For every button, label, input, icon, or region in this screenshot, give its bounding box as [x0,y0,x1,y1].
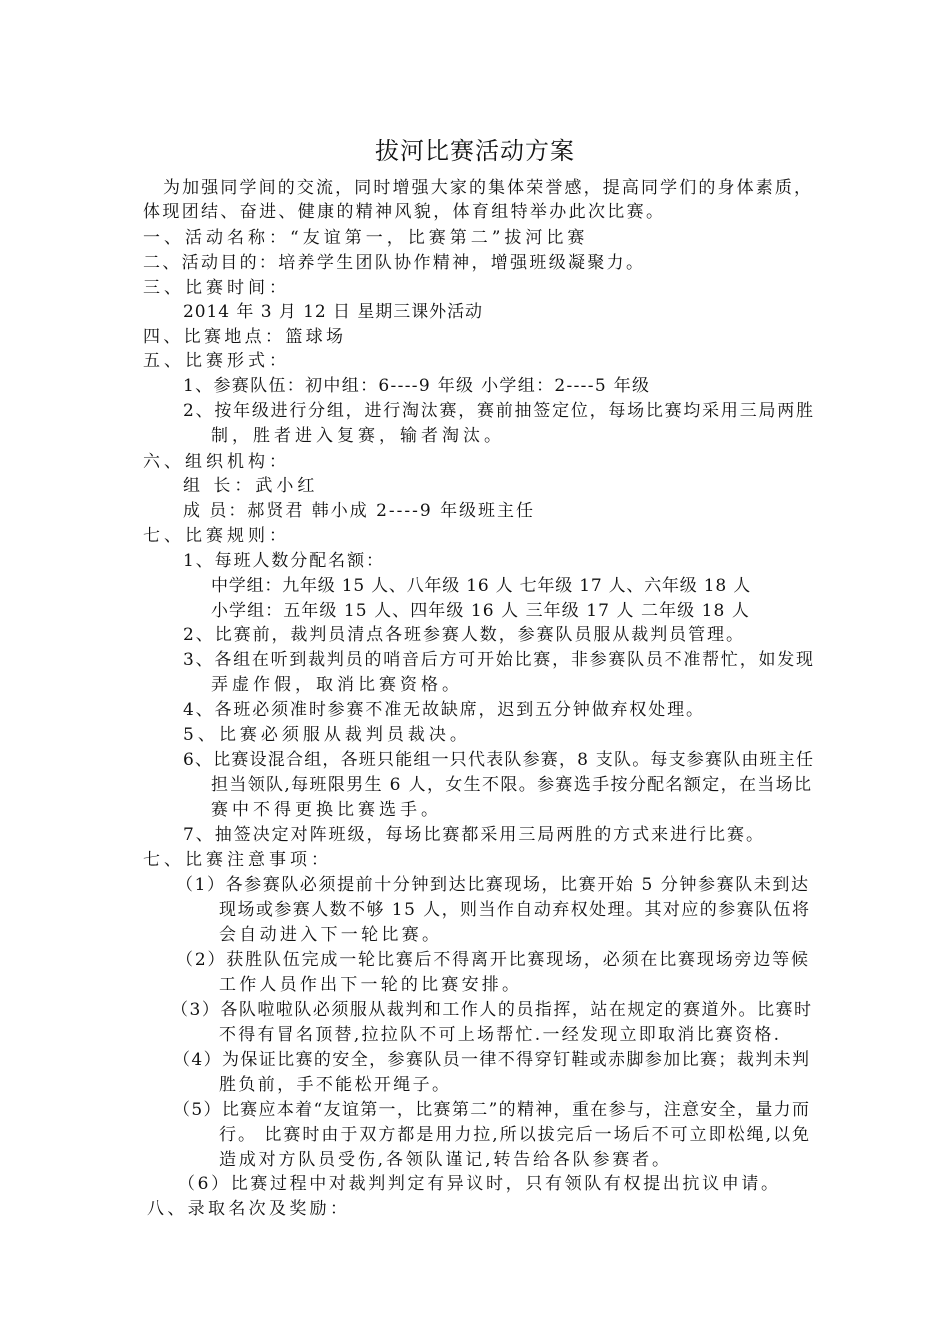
rule-3-line-1: 3、各组在听到裁判员的哨音后方可开始比赛，非参赛队员不准帮忙，如发现 [183,650,815,670]
note-5-line-2: 行。 比赛时由于双方都是用力拉,所以拔完后一场后不可立即松绳,以免 [219,1125,811,1145]
paragraph-intro-line-1: 为加强同学间的交流，同时增强大家的集体荣誉感，提高同学们的身体素质， [163,178,814,198]
note-4-line-1: （4）为保证比赛的安全，参赛队员一律不得穿钉鞋或赤脚参加比赛；裁判未判 [173,1050,811,1070]
organization-leader: 组 长：武小红 [183,476,319,496]
note-4-line-2: 胜负前，手不能松开绳子。 [219,1075,452,1095]
rule-6-line-3: 赛中不得更换比赛选手。 [211,800,442,820]
rule-4: 4、各班必须准时参赛不准无故缺席，迟到五分钟做弃权处理。 [183,700,705,720]
organization-members: 成 员：郝贤君 韩小成 2----9 年级班主任 [183,501,536,521]
note-1-line-2: 现场或参赛人数不够 15 人，则当作自动弃权处理。其对应的参赛队伍将 [219,900,811,920]
section-8-awards-heading: 八、录取名次及奖励： [147,1199,351,1219]
section-6-organization-heading: 六、组织机构： [143,452,290,472]
rule-3-line-2: 弄虚作假，取消比赛资格。 [211,675,463,695]
section-1-activity-name: 一、活动名称：“友谊第一，比赛第二”拔河比赛 [143,228,589,248]
section-7-rules-heading: 七、比赛规则： [143,526,290,546]
section-5-format-heading: 五、比赛形式： [143,351,290,371]
note-6: （6）比赛过程中对裁判判定有异议时，只有领队有权提出抗议申请。 [178,1174,781,1194]
paragraph-intro-line-2: 体现团结、奋进、健康的精神风貌，体育组特举办此次比赛。 [143,202,666,222]
note-1-line-1: （1）各参赛队必须提前十分钟到达比赛现场，比赛开始 5 分钟参赛队未到达 [176,875,810,895]
rule-1-heading: 1、每班人数分配名额： [183,551,385,571]
note-5-line-1: （5）比赛应本着“友谊第一，比赛第二”的精神，重在参与，注意安全，量力而 [173,1100,811,1120]
section-4-location: 四、比赛地点：篮球场 [143,327,347,347]
note-3-line-2: 不得有冒名顶替,拉拉队不可上场帮忙.一经发现立即取消比赛资格. [219,1025,782,1045]
section-2-activity-purpose: 二、活动目的：培养学生团队协作精神，增强班级凝聚力。 [143,253,646,273]
note-5-line-3: 造成对方队员受伤,各领队谨记,转告给各队参赛者。 [219,1150,672,1170]
rule-1-middle-school-quota: 中学组：九年级 15 人、八年级 16 人 七年级 17 人、六年级 18 人 [211,576,751,596]
format-item-2-line-2: 制，胜者进入复赛，输者淘汰。 [211,426,505,446]
section-3-time-value: 2014 年 3 月 12 日 星期三课外活动 [183,302,483,322]
format-item-1: 1、参赛队伍：初中组：6----9 年级 小学组：2----5 年级 [183,376,651,396]
rule-6-line-2: 担当领队,每班限男生 6 人，女生不限。参赛选手按分配名额定，在当场比 [211,775,813,795]
section-3-time-heading: 三、比赛时间： [143,278,290,298]
rule-1-primary-school-quota: 小学组：五年级 15 人、四年级 16 人 三年级 17 人 二年级 18 人 [211,601,750,621]
note-2-line-1: （2）获胜队伍完成一轮比赛后不得离开比赛现场，必须在比赛现场旁边等候 [176,950,810,970]
note-2-line-2: 工作人员作出下一轮的比赛安排。 [219,975,523,995]
format-item-2-line-1: 2、按年级进行分组，进行淘汰赛，赛前抽签定位，每场比赛均采用三局两胜 [183,401,815,421]
document-title: 拔河比赛活动方案 [375,137,575,165]
rule-2: 2、比赛前，裁判员清点各班参赛人数，参赛队员服从裁判员管理。 [183,625,745,645]
note-3-line-1: （3）各队啦啦队必须服从裁判和工作人的员指挥，站在规定的赛道外。比赛时 [171,1000,813,1020]
rule-5: 5、比赛必须服从裁判员裁决。 [183,725,471,745]
note-1-line-3: 会自动进入下一轮比赛。 [219,925,443,945]
section-7-notes-heading: 七、比赛注意事项： [143,850,332,870]
rule-7: 7、抽签决定对阵班级，每场比赛都采用三局两胜的方式来进行比赛。 [183,825,765,845]
rule-6-line-1: 6、比赛设混合组，各班只能组一只代表队参赛，8 支队。每支参赛队由班主任 [183,750,815,770]
